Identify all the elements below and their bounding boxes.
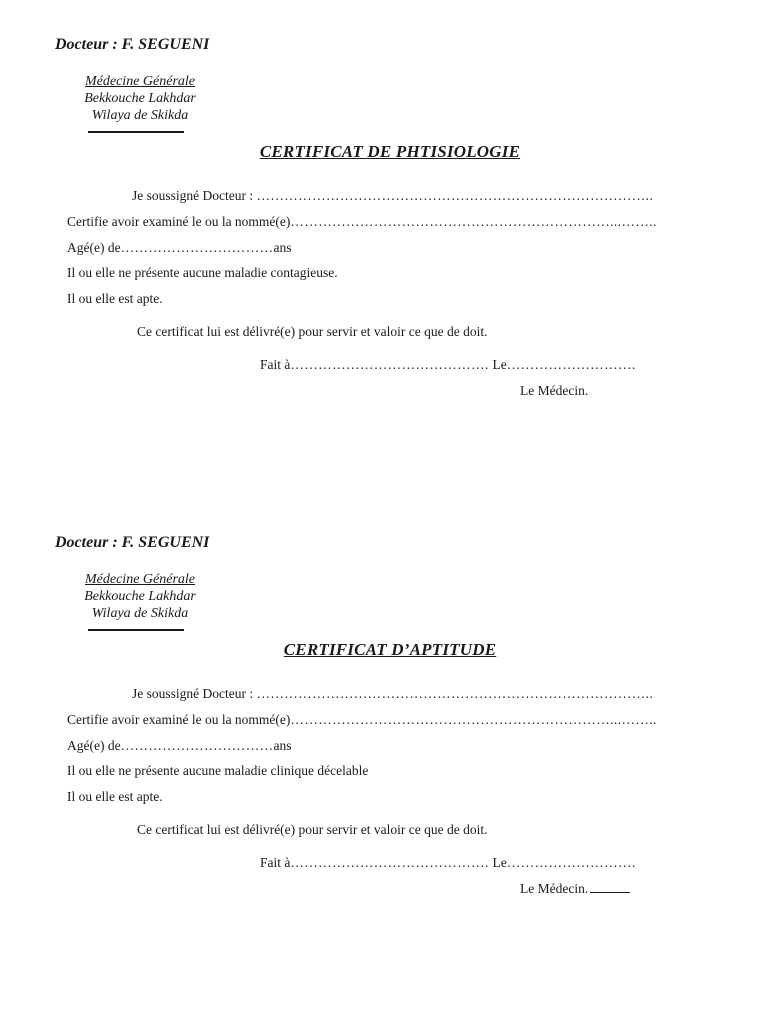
age-line	[67, 737, 292, 754]
signature-underline	[590, 892, 630, 893]
certificate-title: CERTIFICAT D’APTITUDE	[283, 640, 497, 659]
address-line: Wilaya de Skikda	[91, 108, 189, 123]
address-line: Bekkouche Lakhdar	[84, 91, 196, 106]
certificate-title: CERTIFICAT DE PHTISIOLOGIE	[259, 142, 521, 161]
medecin-signature	[520, 880, 630, 897]
fill-dots: …………………………………………………………………………..	[256, 188, 654, 203]
soussigne-line	[132, 187, 653, 204]
specialty: Médecine Générale	[85, 74, 195, 89]
le-label: Le	[492, 855, 507, 870]
apte-statement: Il ou elle est apte.	[67, 789, 163, 804]
fill-dots: ……………………………………………………………...……..	[290, 214, 657, 229]
fait-line	[260, 854, 636, 871]
header-divider	[88, 629, 184, 631]
fait-line	[260, 356, 636, 373]
soussigne-label: Je soussigné Docteur :	[132, 686, 254, 701]
address-line: Bekkouche Lakhdar	[84, 589, 196, 604]
certifie-line	[67, 711, 657, 728]
age-unit: ans	[273, 240, 292, 255]
header-divider	[88, 131, 184, 133]
doctor-name: Docteur : F. SEGUENI	[55, 36, 210, 53]
maladie-statement: Il ou elle ne présente aucune maladie clinique décelable	[67, 763, 369, 778]
fill-dots: …………………………………….	[290, 357, 493, 372]
fill-dots: ……………………………	[120, 738, 274, 753]
fill-dots: …………………………………………………………………………..	[256, 686, 654, 701]
clinic-block	[70, 73, 210, 124]
certificate-aptitude	[0, 498, 768, 978]
age-unit: ans	[273, 738, 292, 753]
medecin-signature	[520, 382, 588, 399]
maladie-statement: Il ou elle ne présente aucune maladie contagieuse.	[67, 265, 338, 280]
fill-dots: ……………………………	[120, 240, 274, 255]
age-label: Agé(e) de	[67, 240, 121, 255]
certificate-phtisiologie	[0, 0, 768, 480]
fait-label: Fait à	[260, 855, 291, 870]
specialty: Médecine Générale	[85, 572, 195, 587]
fill-dots: ……………………………………………………………...……..	[290, 712, 657, 727]
fait-label: Fait à	[260, 357, 291, 372]
certifie-label: Certifie avoir examiné le ou la nommé(e)	[67, 712, 291, 727]
fill-dots: …………………………………….	[290, 855, 493, 870]
clinic-block	[70, 571, 210, 622]
doctor-name: Docteur : F. SEGUENI	[55, 534, 210, 551]
delivre-statement: Ce certificat lui est délivré(e) pour servir et valoir ce que de doit.	[137, 822, 488, 837]
certifie-line	[67, 213, 657, 230]
fill-dots: ……………………….	[506, 855, 636, 870]
medecin-label: Le Médecin.	[520, 383, 589, 398]
medecin-label: Le Médecin.	[520, 881, 589, 896]
delivre-statement: Ce certificat lui est délivré(e) pour servir et valoir ce que de doit.	[137, 324, 488, 339]
age-label: Agé(e) de	[67, 738, 121, 753]
fill-dots: ……………………….	[506, 357, 636, 372]
soussigne-line	[132, 685, 653, 702]
age-line	[67, 239, 292, 256]
address-line: Wilaya de Skikda	[91, 606, 189, 621]
certifie-label: Certifie avoir examiné le ou la nommé(e)	[67, 214, 291, 229]
le-label: Le	[492, 357, 507, 372]
soussigne-label: Je soussigné Docteur :	[132, 188, 254, 203]
apte-statement: Il ou elle est apte.	[67, 291, 163, 306]
